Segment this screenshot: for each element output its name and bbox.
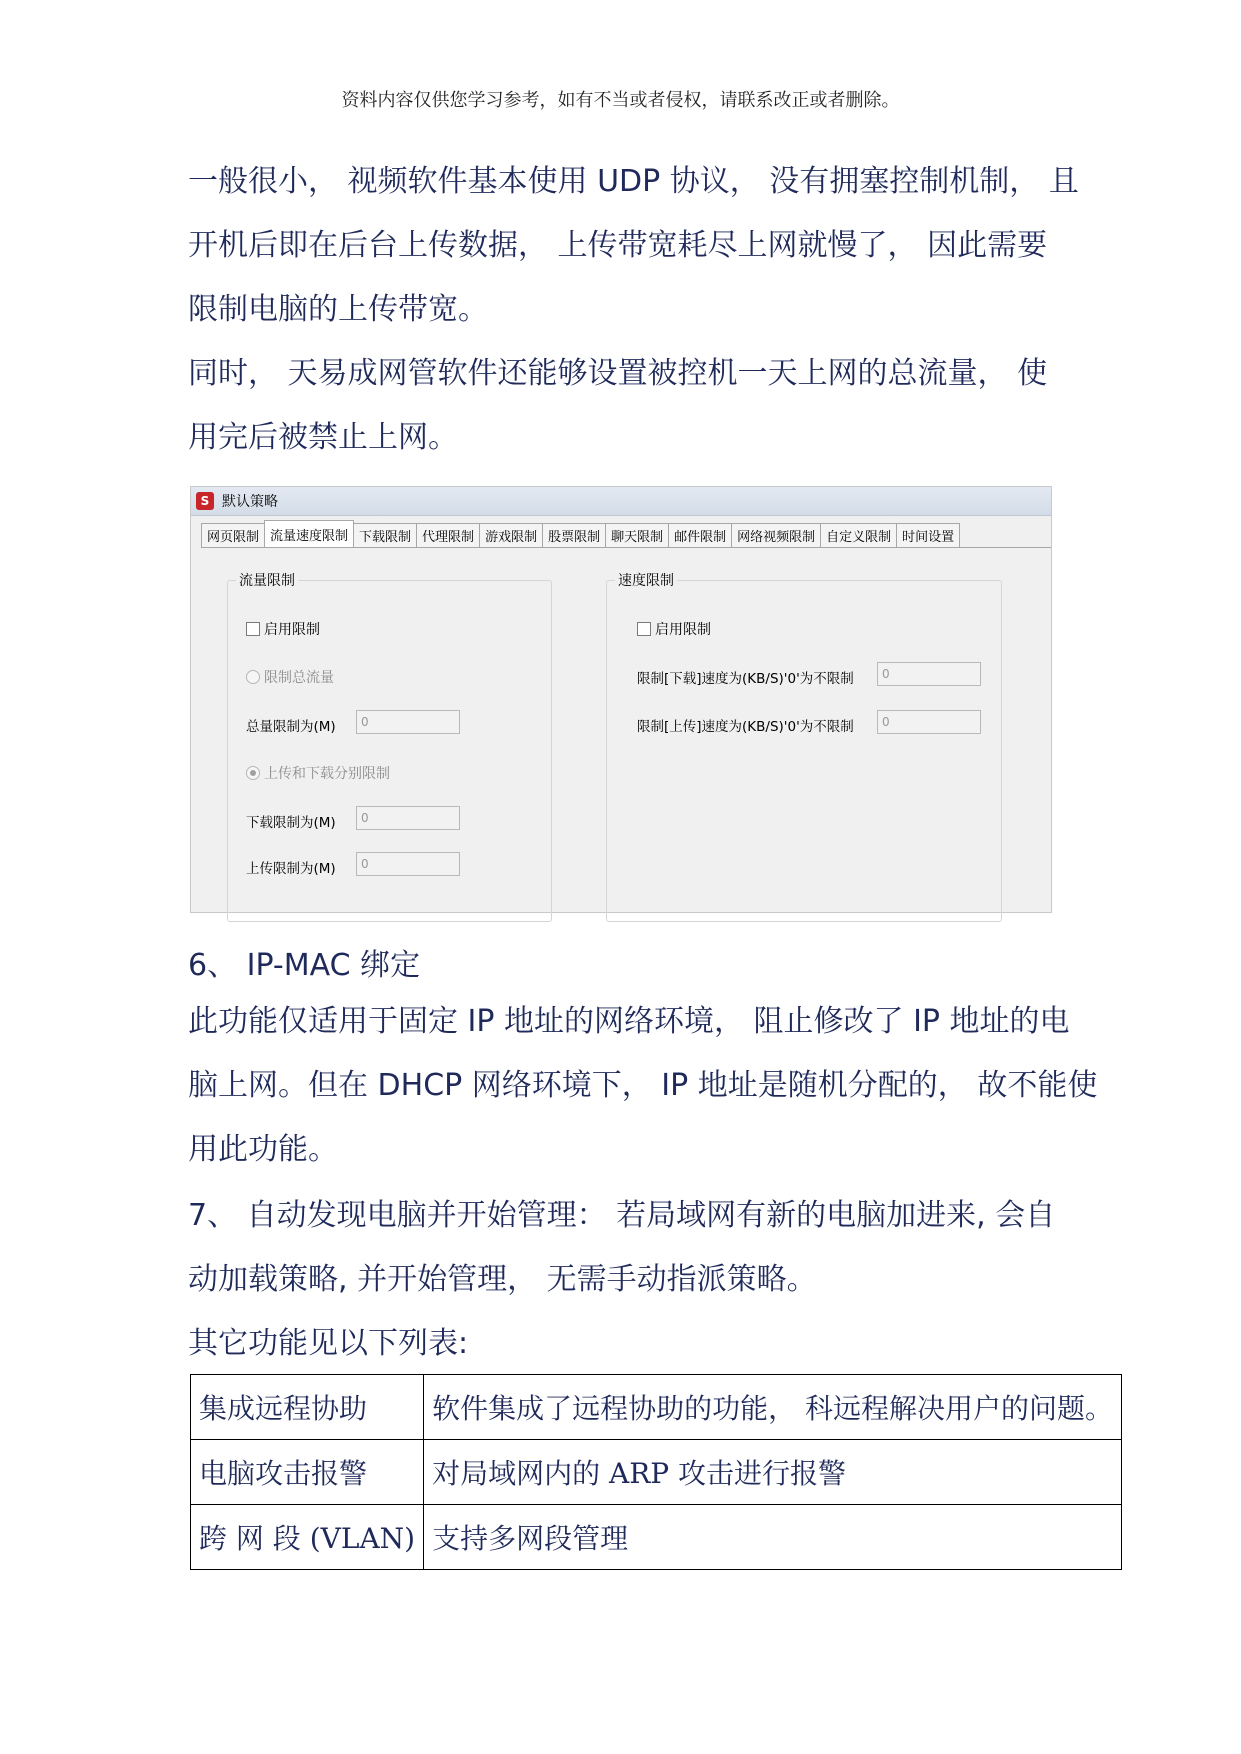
table-row	[191, 1440, 1122, 1505]
radio-selected-icon	[246, 766, 260, 780]
traffic-enable-checkbox[interactable]	[246, 619, 320, 639]
paragraph-line: 同时， 天易成网管软件还能够设置被控机一天上网的总流量， 使	[188, 356, 1048, 391]
speed-limit-group	[606, 573, 1002, 922]
download-limit-input[interactable]: 0	[356, 806, 460, 830]
tab-chat-limit[interactable]: 聊天限制	[605, 523, 669, 549]
paragraph-line: 用完后被禁止上网。	[188, 420, 458, 455]
tab-traffic-speed-limit[interactable]: 流量速度限制	[264, 520, 354, 549]
download-limit-label: 下载限制为(M)	[246, 815, 336, 831]
paragraph-line: 此功能仅适用于固定 IP 地址的网络环境， 阻止修改了 IP 地址的电	[188, 1004, 1070, 1039]
tab-time-settings[interactable]: 时间设置	[896, 523, 960, 549]
paragraph-line: 动加载策略, 并开始管理， 无需手动指派策略。	[188, 1262, 817, 1297]
paragraph-line: 脑上网。但在 DHCP 网络环境下， IP 地址是随机分配的， 故不能使	[188, 1068, 1098, 1103]
radio-separate-label: 上传和下载分别限制	[264, 766, 390, 782]
policy-dialog-screenshot	[190, 486, 1052, 913]
paragraph-line: 其它功能见以下列表:	[188, 1326, 469, 1361]
radio-total-traffic[interactable]	[246, 667, 334, 687]
table-row	[191, 1375, 1122, 1440]
feature-desc-cell: 软件集成了远程协助的功能， 科远程解决用户的问题。	[424, 1375, 1122, 1440]
tab-mail-limit[interactable]: 邮件限制	[668, 523, 732, 549]
tab-game-limit[interactable]: 游戏限制	[479, 523, 543, 549]
app-logo-icon: S	[196, 492, 214, 510]
speed-enable-label: 启用限制	[655, 622, 711, 638]
tab-proxy-limit[interactable]: 代理限制	[416, 523, 480, 549]
upload-limit-input[interactable]: 0	[356, 852, 460, 876]
feature-table	[190, 1374, 1122, 1570]
radio-icon	[246, 670, 260, 684]
paragraph-line: 限制电脑的上传带宽。	[188, 292, 488, 327]
feature-name-cell: 跨 网 段 (VLAN)	[191, 1505, 424, 1570]
tab-panel	[201, 547, 1051, 912]
feature-desc-cell: 对局域网内的 ARP 攻击进行报警	[424, 1440, 1122, 1505]
tab-video-limit[interactable]: 网络视频限制	[731, 523, 821, 549]
tab-web-limit[interactable]: 网页限制	[201, 523, 265, 549]
feature-name-cell: 电脑攻击报警	[191, 1440, 424, 1505]
dialog-title: 默认策略	[222, 494, 278, 510]
page-header-disclaimer: 资料内容仅供您学习参考，如有不当或者侵权，请联系改正或者删除。	[341, 90, 900, 111]
checkbox-icon	[637, 622, 651, 636]
section-6-title: 6、 IP-MAC 绑定	[188, 948, 421, 983]
total-limit-input[interactable]: 0	[356, 710, 460, 734]
speed-upload-label: 限制[上传]速度为(KB/S)'0'为不限制	[637, 719, 854, 735]
paragraph-line: 开机后即在后台上传数据， 上传带宽耗尽上网就慢了， 因此需要	[188, 228, 1048, 263]
total-limit-label: 总量限制为(M)	[246, 719, 336, 735]
traffic-group-title: 流量限制	[236, 570, 298, 590]
speed-upload-input[interactable]: 0	[877, 710, 981, 734]
tab-custom-limit[interactable]: 自定义限制	[820, 523, 897, 549]
tab-stock-limit[interactable]: 股票限制	[542, 523, 606, 549]
feature-desc-cell: 支持多网段管理	[424, 1505, 1122, 1570]
section-7-line: 7、 自动发现电脑并开始管理： 若局域网有新的电脑加进来, 会自	[188, 1198, 1056, 1233]
radio-total-label: 限制总流量	[264, 670, 334, 686]
radio-separate-limit[interactable]	[246, 763, 390, 783]
table-row	[191, 1505, 1122, 1570]
speed-download-label: 限制[下载]速度为(KB/S)'0'为不限制	[637, 671, 854, 687]
upload-limit-label: 上传限制为(M)	[246, 861, 336, 877]
paragraph-line: 用此功能。	[188, 1132, 338, 1167]
speed-enable-checkbox[interactable]	[637, 619, 711, 639]
speed-group-title: 速度限制	[615, 570, 677, 590]
feature-name-cell: 集成远程协助	[191, 1375, 424, 1440]
paragraph-line: 一般很小， 视频软件基本使用 UDP 协议， 没有拥塞控制机制， 且	[188, 164, 1079, 199]
speed-download-input[interactable]: 0	[877, 662, 981, 686]
checkbox-icon	[246, 622, 260, 636]
dialog-titlebar	[191, 487, 1051, 516]
tab-download-limit[interactable]: 下载限制	[353, 523, 417, 549]
traffic-limit-group	[227, 573, 552, 922]
tab-strip	[201, 523, 959, 549]
traffic-enable-label: 启用限制	[264, 622, 320, 638]
